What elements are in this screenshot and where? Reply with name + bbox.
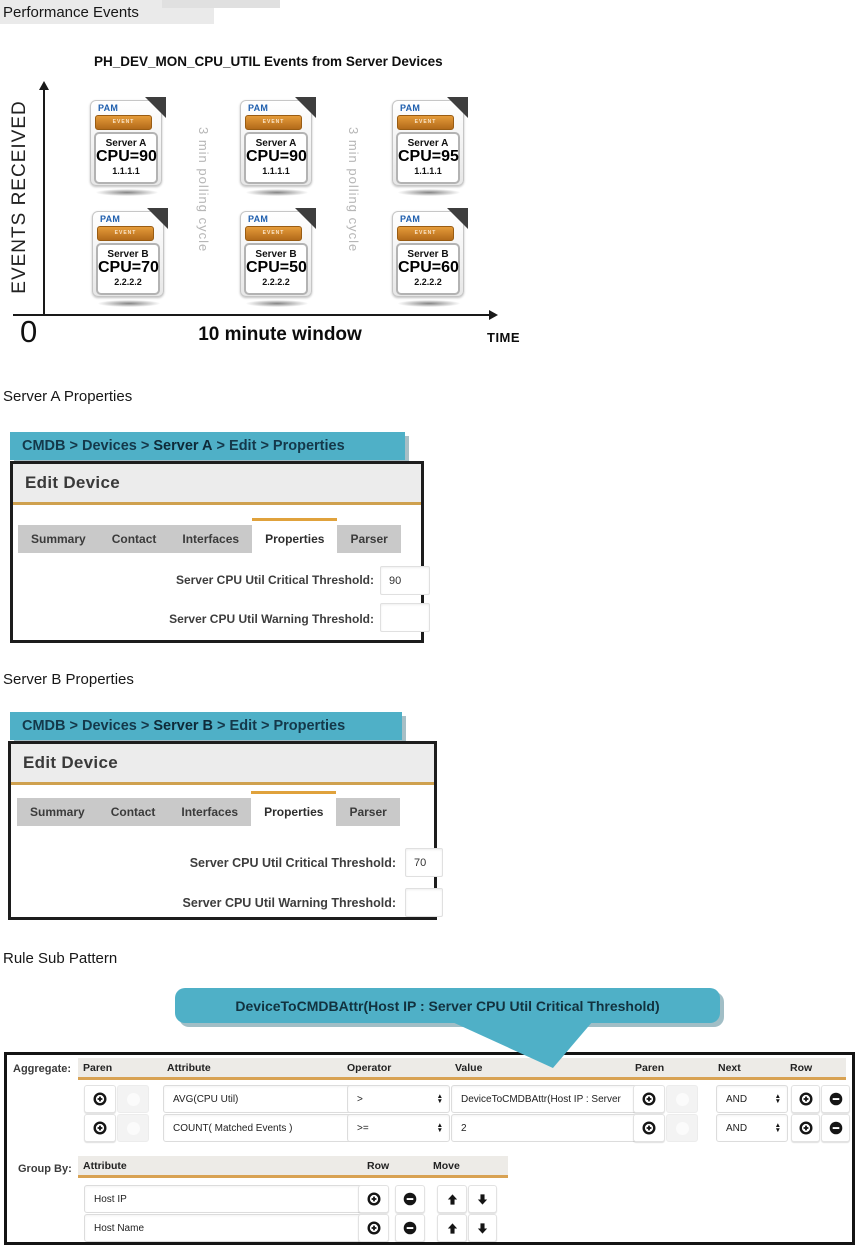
move-down-button[interactable] [468, 1214, 497, 1242]
event-document [240, 100, 312, 186]
ghost-circle-icon [127, 1093, 140, 1106]
event-banner: EVENT [397, 115, 454, 130]
group-by-row [7, 1184, 852, 1212]
server-name: Server A [407, 138, 449, 149]
arrow-up-icon [446, 1222, 459, 1235]
rule-sub-pattern-table [4, 1052, 855, 1245]
value-text: 2 [461, 1122, 467, 1134]
operator-select[interactable] [347, 1114, 450, 1142]
breadcrumb-tail: > Edit > Properties [212, 438, 345, 454]
event-document [240, 211, 312, 297]
event-banner: EVENT [95, 115, 152, 130]
breadcrumb-lead: CMDB > Devices > [22, 438, 154, 454]
aggregate-label: Aggregate: [13, 1063, 72, 1075]
panel-title: Edit Device [13, 464, 421, 505]
chart-title: PH_DEV_MON_CPU_UTIL Events from Server Devices [94, 54, 443, 69]
tab-summary[interactable]: Summary [31, 532, 86, 546]
cpu-value: CPU=60 [398, 259, 459, 276]
critical-threshold-label: Server CPU Util Critical Threshold: [175, 573, 374, 587]
col-paren: Paren [83, 1062, 113, 1074]
breadcrumb-server-b[interactable] [10, 712, 402, 740]
plus-circle-icon [93, 1092, 107, 1106]
col-row: Row [367, 1160, 390, 1172]
polling-cycle-label: 3 min polling cycle [346, 127, 361, 253]
critical-threshold-label: Server CPU Util Critical Threshold: [189, 856, 396, 870]
event-icon-server-b-2 [240, 211, 314, 307]
server-name: Server A [255, 138, 297, 149]
event-card [96, 243, 160, 295]
cpu-value: CPU=70 [98, 259, 159, 276]
paren-close-button-disabled [117, 1085, 149, 1113]
cpu-value: CPU=90 [246, 148, 307, 165]
plus-circle-icon [799, 1092, 813, 1106]
event-card [94, 132, 158, 184]
remove-row-button[interactable] [821, 1085, 850, 1113]
remove-row-button[interactable] [821, 1114, 850, 1142]
col-row: Row [790, 1062, 813, 1074]
rule-heading: Rule Sub Pattern [3, 950, 118, 967]
aggregate-row [7, 1113, 852, 1141]
ghost-circle-icon [676, 1122, 689, 1135]
warning-threshold-input[interactable] [380, 603, 430, 632]
attribute-value: COUNT( Matched Events ) [173, 1122, 293, 1134]
event-document [92, 211, 164, 297]
origin-label: 0 [20, 314, 38, 349]
tab-bar [17, 798, 400, 826]
warning-threshold-input[interactable] [405, 888, 443, 917]
event-banner: EVENT [245, 226, 302, 241]
tab-bar [18, 525, 401, 553]
tab-interfaces[interactable]: Interfaces [182, 532, 240, 546]
paren-open-button[interactable] [633, 1114, 665, 1142]
shadow-ellipse [398, 300, 460, 307]
group-by-attribute-input[interactable] [84, 1185, 371, 1213]
ip-address: 1.1.1.1 [262, 165, 290, 176]
next-value: AND [726, 1093, 748, 1105]
operator-value: >= [357, 1122, 369, 1134]
dropdown-spinner-icon: ▲ ▼ [436, 1122, 443, 1134]
event-icon-server-a-3 [392, 100, 466, 196]
col-move: Move [433, 1160, 460, 1172]
plus-circle-icon [799, 1121, 813, 1135]
pam-label: PAM [248, 103, 269, 113]
minus-circle-icon [403, 1221, 417, 1235]
event-icon-server-b-3 [392, 211, 466, 307]
tab-parser[interactable]: Parser [349, 805, 387, 819]
breadcrumb-server-a[interactable] [10, 432, 405, 460]
remove-row-button[interactable] [395, 1185, 425, 1213]
ip-address: 1.1.1.1 [414, 165, 442, 176]
server-name: Server A [105, 138, 147, 149]
tab-parser[interactable]: Parser [350, 532, 388, 546]
warning-threshold-label: Server CPU Util Warning Threshold: [182, 896, 396, 910]
arrow-down-icon [476, 1193, 489, 1206]
pam-label: PAM [400, 214, 421, 224]
col-value: Value [455, 1062, 483, 1074]
group-by-row [7, 1213, 852, 1241]
next-select[interactable] [716, 1085, 788, 1113]
move-up-button[interactable] [437, 1214, 467, 1242]
arrow-up-icon [446, 1193, 459, 1206]
panel-title: Edit Device [11, 744, 434, 785]
plus-circle-icon [642, 1121, 656, 1135]
event-card [396, 243, 460, 295]
shadow-ellipse [246, 300, 308, 307]
server-a-heading: Server A Properties [3, 388, 133, 405]
add-row-button[interactable] [358, 1214, 389, 1242]
value-input[interactable] [451, 1114, 638, 1142]
server-name: Server B [407, 249, 449, 260]
minus-circle-icon [829, 1092, 843, 1106]
event-banner: EVENT [97, 226, 154, 241]
ghost-circle-icon [127, 1122, 140, 1135]
next-select[interactable] [716, 1114, 788, 1142]
warning-threshold-label: Server CPU Util Warning Threshold: [169, 612, 374, 626]
event-icon-server-a-1 [90, 100, 164, 196]
ip-address: 2.2.2.2 [262, 276, 290, 287]
server-b-heading: Server B Properties [3, 671, 134, 688]
remove-row-button[interactable] [395, 1214, 425, 1242]
y-axis-label: EVENTS RECEIVED [9, 100, 30, 294]
event-card [244, 243, 308, 295]
pam-label: PAM [400, 103, 421, 113]
paren-close-button-disabled [117, 1114, 149, 1142]
dropdown-spinner-icon: ▲ ▼ [774, 1122, 781, 1134]
dropdown-spinner-icon: ▲ ▼ [774, 1093, 781, 1105]
event-document [90, 100, 162, 186]
event-document [392, 100, 464, 186]
tab-contact[interactable]: Contact [111, 532, 157, 546]
callout-bubble: DeviceToCMDBAttr(Host IP : Server CPU Util Critical Threshold) [175, 988, 720, 1023]
col-paren: Paren [635, 1062, 665, 1074]
x-axis-label: TIME [487, 330, 521, 345]
page-title: Performance Events [3, 4, 139, 21]
plus-circle-icon [93, 1121, 107, 1135]
critical-threshold-input[interactable] [405, 848, 443, 877]
shadow-ellipse [98, 300, 160, 307]
attribute-value: Host IP [94, 1193, 127, 1205]
ip-address: 1.1.1.1 [112, 165, 140, 176]
cpu-value: CPU=50 [246, 259, 307, 276]
tab-contact[interactable]: Contact [110, 805, 156, 819]
breadcrumb-tail: > Edit > Properties [213, 718, 346, 734]
tab-properties[interactable]: Properties [252, 518, 337, 560]
operator-select[interactable] [347, 1085, 450, 1113]
value-input[interactable] [451, 1085, 638, 1113]
col-attribute: Attribute [83, 1160, 127, 1172]
critical-threshold-value: 90 [389, 574, 402, 587]
window-label: 10 minute window [198, 324, 362, 345]
event-card [396, 132, 460, 184]
paren-open-button[interactable] [84, 1114, 116, 1142]
edit-device-panel-server-b [8, 741, 437, 920]
shadow-ellipse [246, 189, 308, 196]
critical-threshold-value: 70 [414, 856, 427, 869]
tab-interfaces[interactable]: Interfaces [181, 805, 239, 819]
background-smudge [162, 0, 280, 8]
attribute-input[interactable] [163, 1085, 353, 1113]
event-icon-server-a-2 [240, 100, 314, 196]
col-operator: Operator [347, 1062, 392, 1074]
event-banner: EVENT [397, 226, 454, 241]
attribute-value: AVG(CPU Util) [173, 1093, 239, 1105]
breadcrumb-device: Server B [153, 718, 214, 734]
paren-close-button-disabled [666, 1114, 698, 1142]
y-axis-line [43, 88, 45, 316]
paren-open-button[interactable] [84, 1085, 116, 1113]
attribute-value: Host Name [94, 1222, 145, 1234]
group-by-label: Group By: [18, 1163, 72, 1175]
col-next: Next [718, 1062, 741, 1074]
breadcrumb-device: Server A [153, 438, 213, 454]
plus-circle-icon [367, 1192, 381, 1206]
event-card [244, 132, 308, 184]
tab-summary[interactable]: Summary [30, 805, 85, 819]
plus-circle-icon [642, 1092, 656, 1106]
arrow-down-icon [476, 1222, 489, 1235]
plus-circle-icon [367, 1221, 381, 1235]
dropdown-spinner-icon: ▲ ▼ [436, 1093, 443, 1105]
breadcrumb-lead: CMDB > Devices > [22, 718, 154, 734]
minus-circle-icon [403, 1192, 417, 1206]
group-by-header [78, 1156, 508, 1178]
server-name: Server B [255, 249, 297, 260]
move-up-button[interactable] [437, 1185, 467, 1213]
group-by-attribute-input[interactable] [84, 1214, 371, 1242]
ip-address: 2.2.2.2 [114, 276, 142, 287]
next-value: AND [726, 1122, 748, 1134]
event-document [392, 211, 464, 297]
cpu-value: CPU=95 [398, 148, 459, 165]
shadow-ellipse [96, 189, 158, 196]
add-row-button[interactable] [358, 1185, 389, 1213]
shadow-ellipse [398, 189, 460, 196]
x-axis-line [13, 314, 491, 316]
ip-address: 2.2.2.2 [414, 276, 442, 287]
x-axis-arrow-icon [489, 310, 498, 320]
polling-cycle-label: 3 min polling cycle [196, 127, 211, 253]
pam-label: PAM [248, 214, 269, 224]
add-row-button[interactable] [791, 1085, 820, 1113]
event-icon-server-b-1 [92, 211, 166, 307]
pam-label: PAM [98, 103, 119, 113]
pam-label: PAM [100, 214, 121, 224]
add-row-button[interactable] [791, 1114, 820, 1142]
aggregate-row [7, 1084, 852, 1112]
value-text: DeviceToCMDBAttr(Host IP : Server [461, 1093, 621, 1105]
paren-open-button[interactable] [633, 1085, 665, 1113]
event-banner: EVENT [245, 115, 302, 130]
tab-properties[interactable]: Properties [251, 791, 336, 833]
attribute-input[interactable] [163, 1114, 353, 1142]
operator-value: > [357, 1093, 363, 1105]
col-attribute: Attribute [167, 1062, 211, 1074]
critical-threshold-input[interactable] [380, 566, 430, 595]
move-down-button[interactable] [468, 1185, 497, 1213]
aggregate-header [78, 1058, 846, 1080]
y-axis-arrow-icon [39, 81, 49, 90]
cpu-value: CPU=90 [96, 148, 157, 165]
server-name: Server B [107, 249, 149, 260]
ghost-circle-icon [676, 1093, 689, 1106]
minus-circle-icon [829, 1121, 843, 1135]
paren-close-button-disabled [666, 1085, 698, 1113]
edit-device-panel-server-a [10, 461, 424, 643]
